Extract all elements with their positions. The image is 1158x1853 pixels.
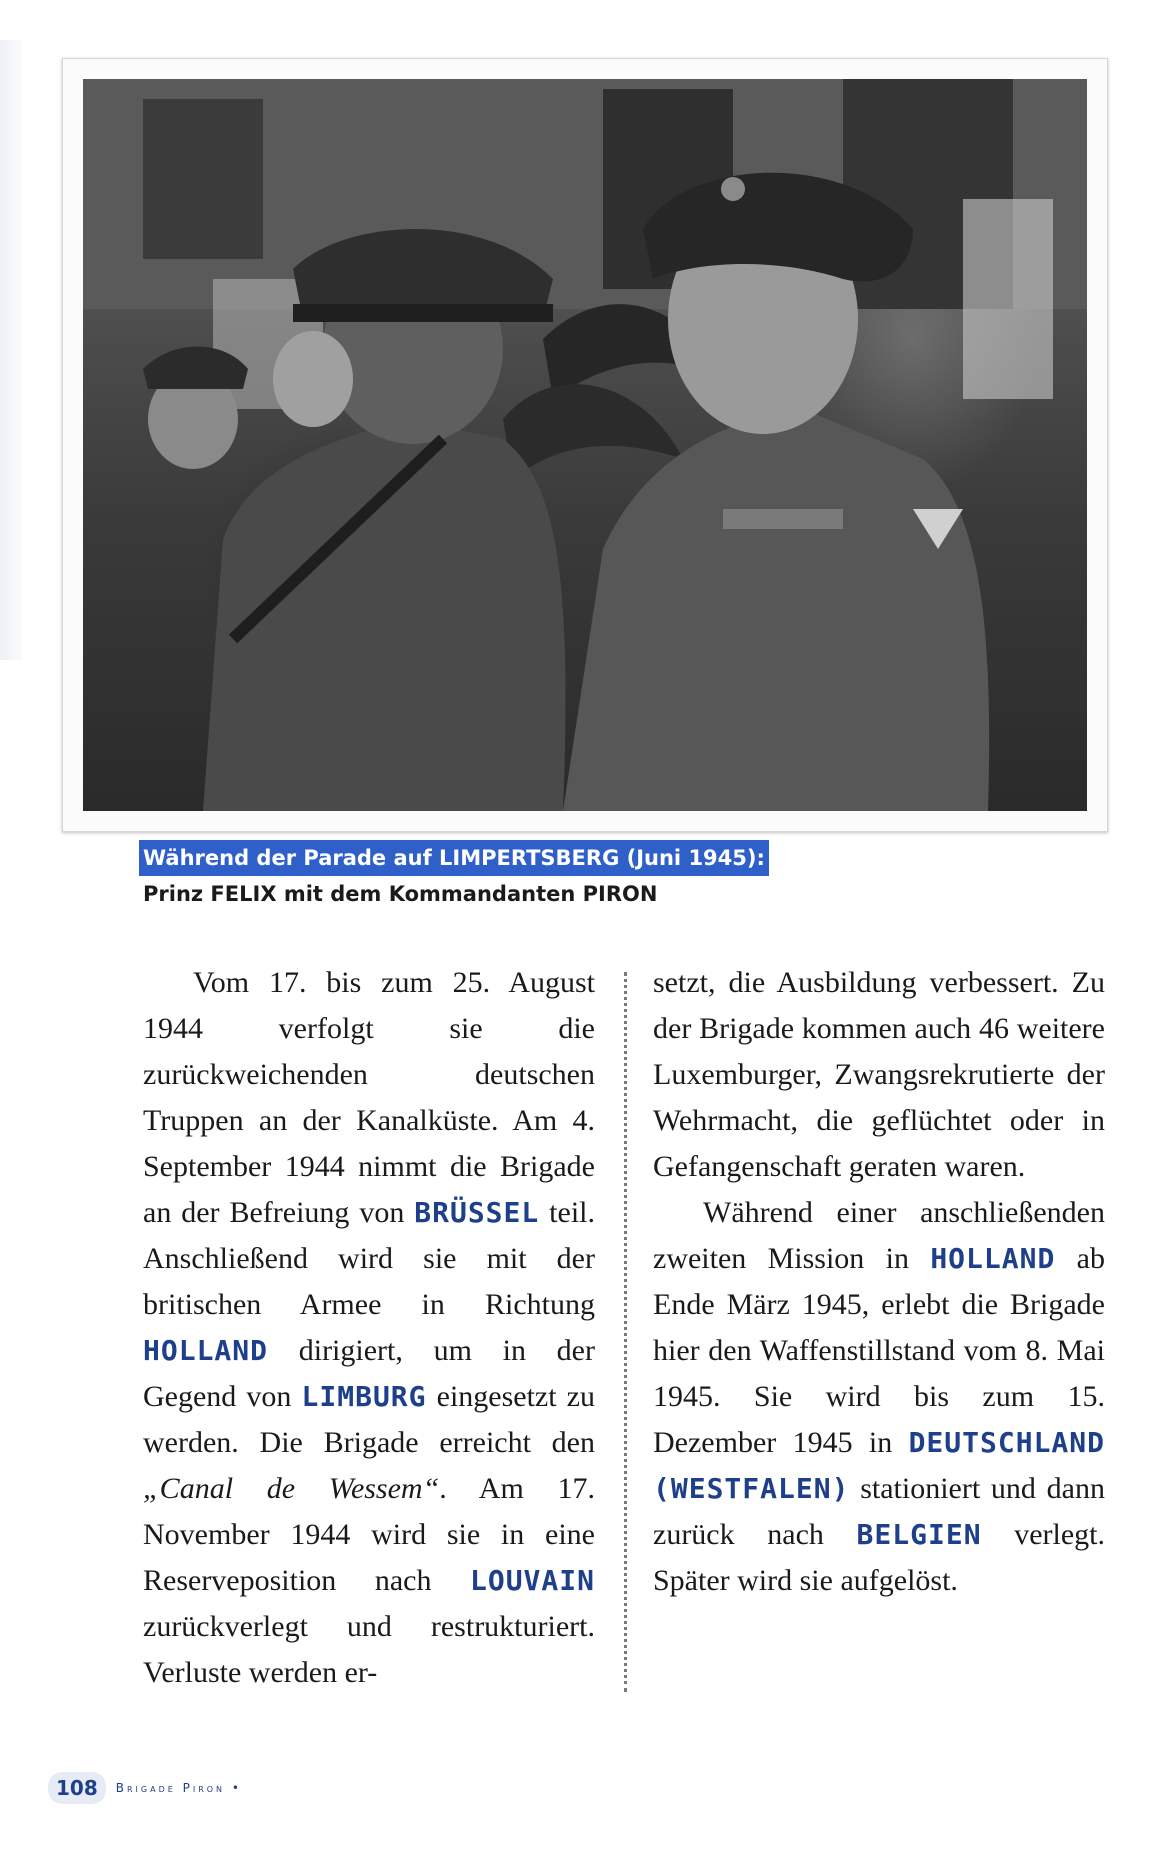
photo-caption bbox=[143, 840, 843, 912]
text-segment: zurückverlegt und restrukturiert. Verluste werden er- bbox=[143, 1610, 595, 1689]
caption-line-1: Während der Parade auf LIMPERTSBERG (Juni 1945): bbox=[139, 840, 769, 876]
photo-illustration bbox=[83, 79, 1087, 811]
text-segment: verlegt. Später wird sie aufgelöst. bbox=[653, 1518, 1105, 1597]
place-limburg: LIMBURG bbox=[301, 1380, 427, 1413]
place-bruessel: BRÜSSEL bbox=[414, 1196, 540, 1229]
margin-strip bbox=[0, 40, 22, 660]
right-paragraph-2 bbox=[653, 1190, 1105, 1604]
column-divider bbox=[624, 972, 627, 1692]
text-segment: Während einer anschließenden zweiten Mission in bbox=[653, 1196, 1105, 1275]
place-holland: HOLLAND bbox=[143, 1334, 269, 1367]
left-paragraph bbox=[143, 960, 595, 1696]
place-louvain: LOUVAIN bbox=[469, 1564, 595, 1597]
text-segment: eingesetzt zu werden. Die Brigade erreicht den bbox=[143, 1380, 595, 1459]
text-segment: Vom 17. bis zum 25. August 1944 verfolgt sie die zurückweichenden deutschen Truppen an der Kanalküste. Am 4. September 1944 nimmt die Brigade an der Befreiung von bbox=[143, 966, 595, 1229]
text-segment: . Am 17. November 1944 wird sie in eine Reserveposition nach bbox=[143, 1472, 595, 1597]
page-number: 108 bbox=[48, 1772, 106, 1804]
place-belgien: BELGIEN bbox=[856, 1518, 982, 1551]
right-column bbox=[653, 960, 1105, 1604]
place-deutschland: DEUTSCHLAND (WESTFALEN) bbox=[653, 1426, 1105, 1505]
text-segment: stationiert und dann zurück nach bbox=[653, 1472, 1105, 1551]
running-title: Brigade Piron • bbox=[115, 1781, 242, 1795]
left-column bbox=[143, 960, 595, 1696]
canal-name: „Canal de Wessem“ bbox=[143, 1472, 440, 1505]
parade-photo bbox=[83, 79, 1087, 811]
text-segment: ab Ende März 1945, erlebt die Brigade hier den Waffenstillstand vom 8. Mai 1945. Sie wird bis zum 15. Dezember 1945 in bbox=[653, 1242, 1105, 1459]
right-paragraph-1: setzt, die Ausbildung verbessert. Zu der Brigade kommen auch 46 weitere Luxemburger, Zwangsrekrutierte der Wehrmacht, die geflüchtet oder in Gefangenschaft geraten waren. bbox=[653, 966, 1105, 1183]
place-holland: HOLLAND bbox=[930, 1242, 1056, 1275]
text-segment: dirigiert, um in der Gegend von bbox=[143, 1334, 595, 1413]
photo-frame bbox=[62, 58, 1108, 832]
text-segment: teil. Anschließend wird sie mit der britischen Armee in Richtung bbox=[143, 1196, 596, 1321]
page-footer bbox=[48, 1772, 242, 1804]
caption-line-2: Prinz FELIX mit dem Kommandanten PIRON bbox=[143, 882, 658, 906]
